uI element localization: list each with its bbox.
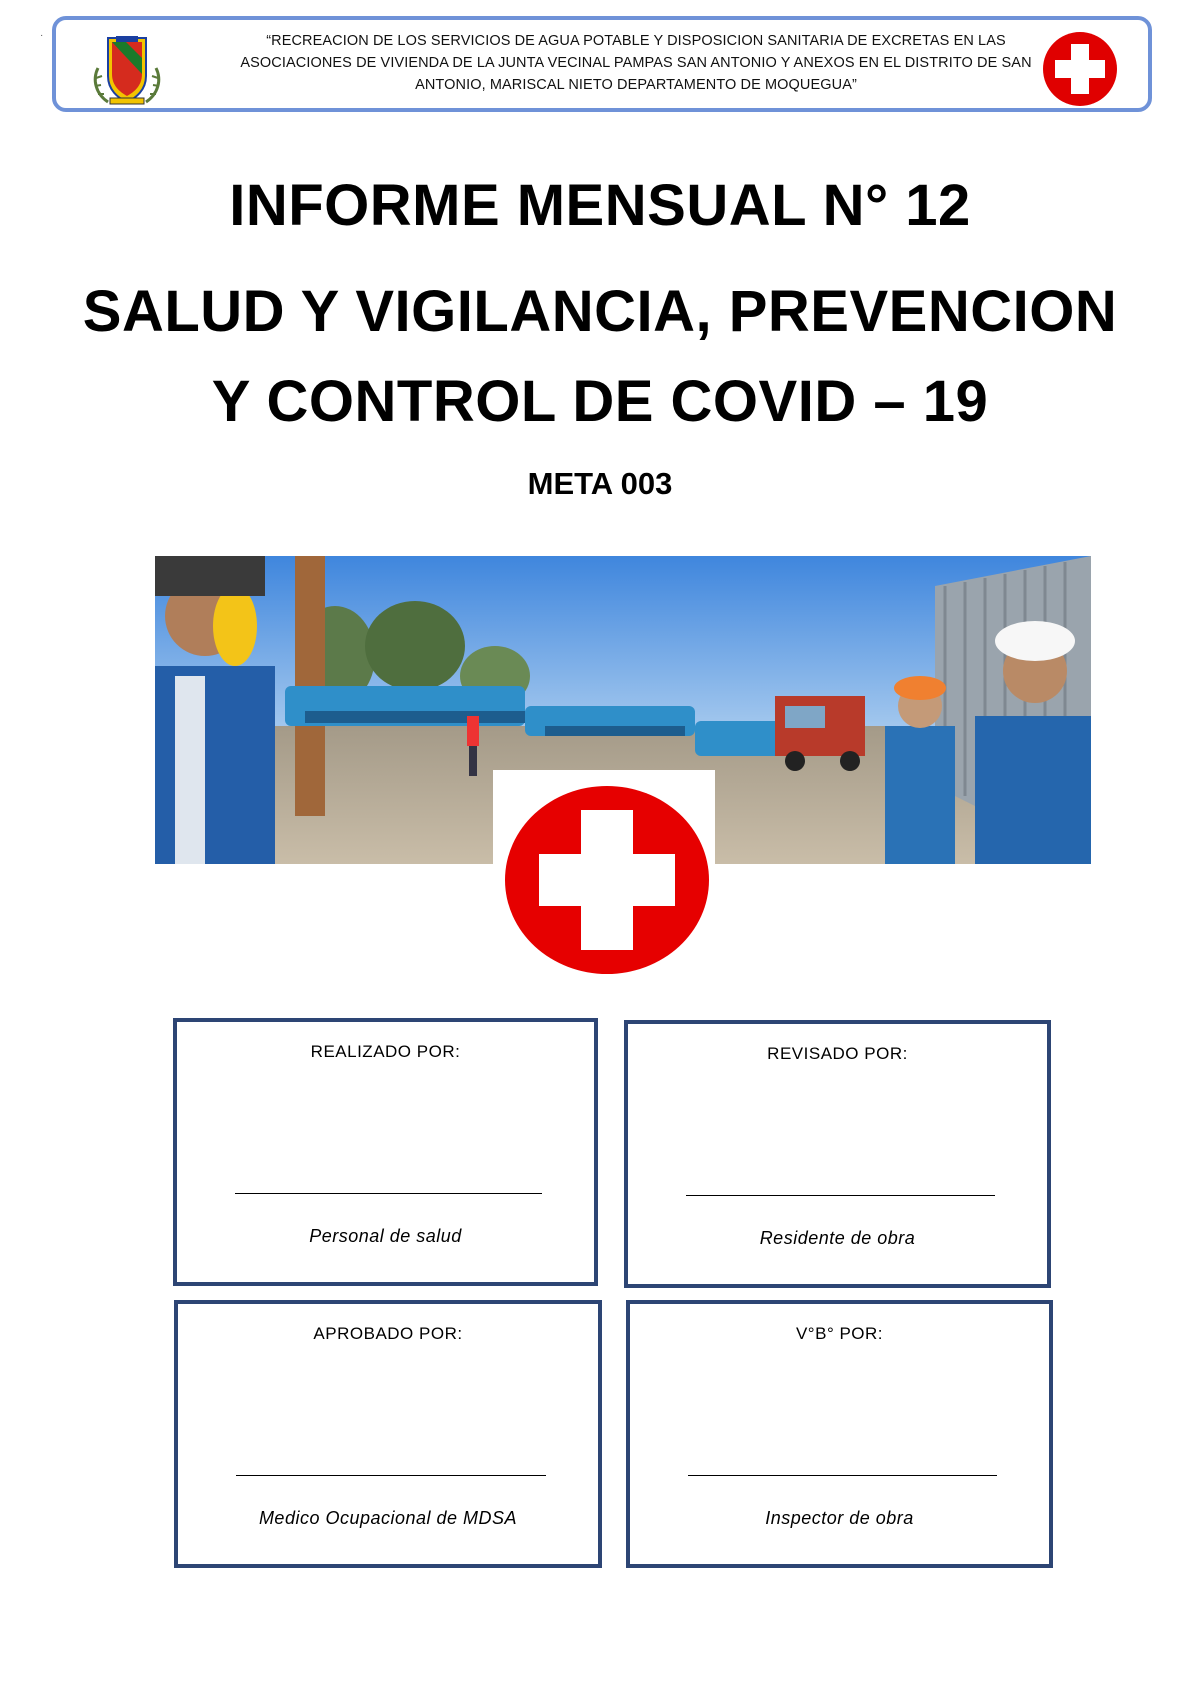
header-line-2: ASOCIACIONES DE VIVIENDA DE LA JUNTA VECINAL PAMPAS SAN ANTONIO Y ANEXOS EN EL DISTRITO DE SAN	[240, 55, 1032, 71]
signature-role: Residente de obra	[759, 1228, 916, 1248]
municipal-crest-icon	[86, 28, 168, 110]
signature-role: Personal de salud	[309, 1226, 462, 1246]
signature-label: APROBADO POR:	[313, 1324, 463, 1343]
red-cross-icon	[503, 784, 711, 976]
signature-box-vobo	[626, 1300, 1053, 1568]
signature-line	[236, 1475, 546, 1476]
signature-role: Medico Ocupacional de MDSA	[258, 1508, 518, 1528]
red-cross-icon	[1041, 30, 1119, 108]
signature-line	[235, 1193, 542, 1194]
signature-label: REALIZADO POR:	[310, 1042, 461, 1061]
signature-role: Inspector de obra	[765, 1508, 914, 1528]
signature-line	[688, 1475, 997, 1476]
signature-box-aprobado	[174, 1300, 602, 1568]
page-dot: ·	[40, 30, 44, 41]
header-line-1: “RECREACION DE LOS SERVICIOS DE AGUA POTABLE Y DISPOSICION SANITARIA DE EXCRETAS EN LAS	[266, 33, 1006, 49]
report-title: INFORME MENSUAL N° 12	[229, 173, 971, 238]
project-title	[196, 30, 1076, 96]
report-subtitle-line-1: SALUD Y VIGILANCIA, PREVENCION	[82, 279, 1118, 344]
signature-box-realizado	[173, 1018, 598, 1286]
signature-box-revisado	[624, 1020, 1051, 1288]
report-subtitle-line-2: Y CONTROL DE COVID – 19	[211, 369, 989, 434]
signature-label: REVISADO POR:	[767, 1044, 908, 1063]
header-line-3: ANTONIO, MARISCAL NIETO DEPARTAMENTO DE MOQUEGUA”	[415, 77, 857, 93]
meta-label: META 003	[527, 466, 673, 501]
signature-line	[686, 1195, 995, 1196]
signature-label: V°B° POR:	[795, 1324, 884, 1343]
header-banner	[52, 16, 1152, 112]
